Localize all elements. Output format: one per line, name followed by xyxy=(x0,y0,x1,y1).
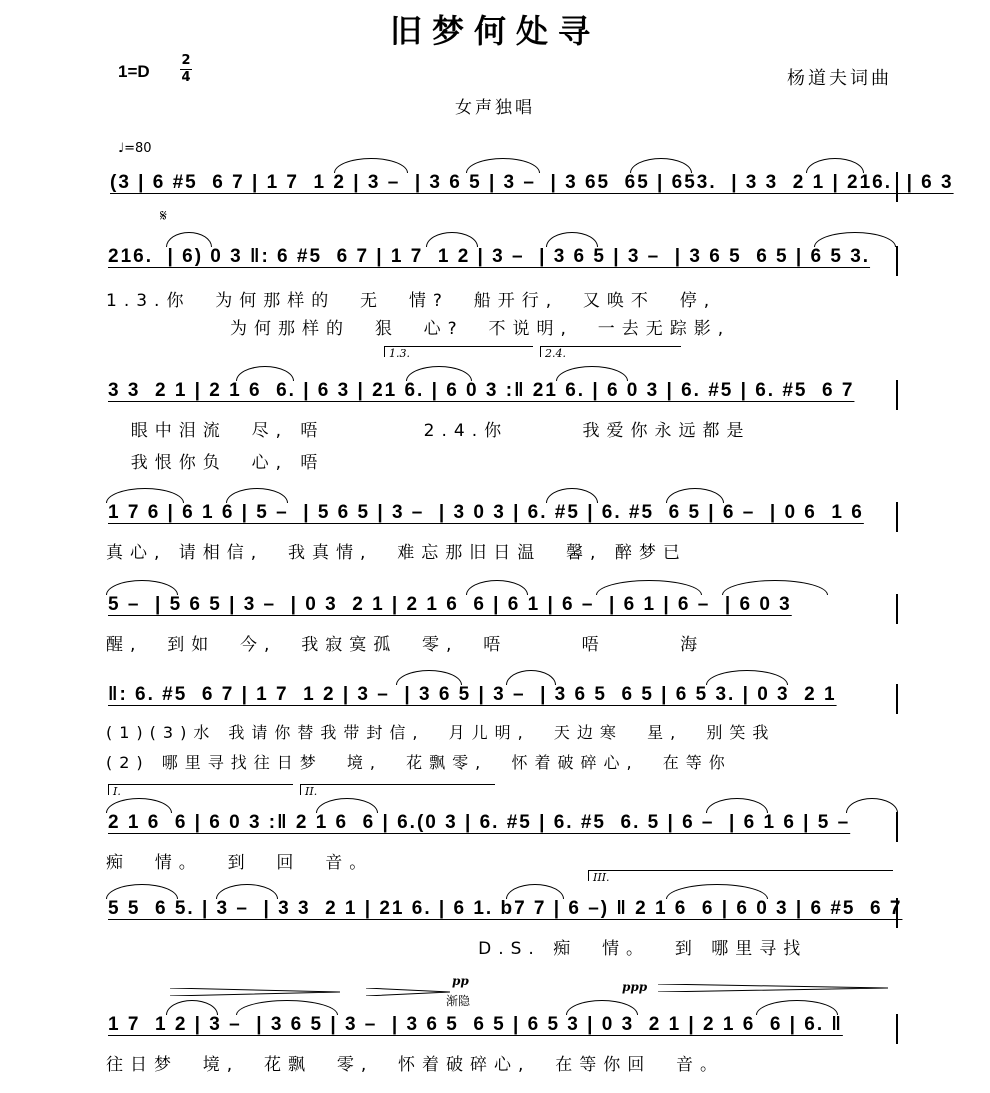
tempo-marking: ♩=80 xyxy=(118,141,152,156)
lyric-line-1: 往日梦 境, 花飘 零, 怀着破碎心, 在等你回 音。 xyxy=(106,1055,725,1075)
segno-mark: 𝄋 xyxy=(160,206,167,225)
volta-bracket-2: 2.4. xyxy=(540,346,681,357)
lyric-line-2: 我恨你负 心, 唔 xyxy=(106,453,325,473)
lyric-line-2: 为何那样的 狠 心? 不说明, 一去无踪影, xyxy=(106,319,731,339)
key-signature: 1=D xyxy=(118,62,150,81)
notation-line xyxy=(106,594,898,624)
decrescendo-hairpin xyxy=(170,988,340,996)
notation-text: 2 1 6 6 | 6 0 3 :‖ 2 1 6 6 | 6.(0 3 | 6. #5 | 6. #5 6. 5 | 6 – | 6 1 6 | 5 – xyxy=(108,812,851,833)
notation-text: 5 5 6 5. | 3 – | 3 3 2 1 | 21 6. | 6 1. b7 7 | 6 –) ‖ 2 1 6 6 | 6 0 3 | 6 #5 6 7 xyxy=(108,898,903,919)
ending-bracket-1: I. xyxy=(108,784,293,795)
notation-line xyxy=(106,502,898,532)
credit: 杨道夫词曲 xyxy=(787,68,892,89)
lyric-line-1: 眼中泪流 尽, 唔 2.4.你 我爱你永远都是 xyxy=(106,421,751,441)
notation-text: 1 7 1 2 | 3 – | 3 6 5 | 3 – | 3 6 5 6 5 | 6 5 3 | 0 3 2 1 | 2 1 6 6 | 6. ‖ xyxy=(108,1014,843,1035)
song-title: 旧梦何处寻 xyxy=(389,12,600,50)
notation-text: ‖: 6. #5 6 7 | 1 7 1 2 | 3 – | 3 6 5 | 3 – | 3 6 5 6 5 | 6 5 3. | 0 3 2 1 xyxy=(108,684,837,705)
ending-bracket-2: II. xyxy=(300,784,495,795)
notation-line xyxy=(106,812,898,842)
lyric-line-2: (2) 哪里寻找往日梦 境, 花飘零, 怀着破碎心, 在等你 xyxy=(106,753,732,772)
notation-text: 5 – | 5 6 5 | 3 – | 0 3 2 1 | 2 1 6 6 | 6 1 | 6 – | 6 1 | 6 – | 6 0 3 xyxy=(108,594,792,615)
notation-text: 3 3 2 1 | 2 1 6 6. | 6 3 | 21 6. | 6 0 3 :‖ 21 6. | 6 0 3 | 6. #5 | 6. #5 6 7 xyxy=(108,380,855,401)
lyric-line-1: 1.3.你 为何那样的 无 情? 船开行, 又唤不 停, xyxy=(106,291,717,311)
notation-line xyxy=(106,684,898,714)
time-top: 2 xyxy=(181,53,191,68)
fade-out-mark: 渐隐 xyxy=(446,994,471,1008)
notation-text: (3 | 6 #5 6 7 | 1 7 1 2 | 3 – | 3 6 5 | 3 – | 3 65 65 | 653. | 3 3 2 1 | 216. | 6 3 xyxy=(110,172,954,193)
dynamic-pp: pp xyxy=(452,974,469,988)
notation-line xyxy=(106,898,903,928)
time-signature xyxy=(180,54,192,85)
decrescendo-hairpin xyxy=(366,988,450,996)
lyric-line-1: (1)(3)水 我请你替我带封信, 月儿明, 天边寒 星, 别笑我 xyxy=(106,723,776,742)
lyric-line-1: 真心, 请相信, 我真情, 难忘那旧日温 馨, 醉梦已 xyxy=(106,543,687,563)
notation-line xyxy=(106,1014,898,1044)
time-bottom: 4 xyxy=(181,70,191,85)
volta-bracket-1: 1.3. xyxy=(384,346,533,357)
ending-bracket-3: III. xyxy=(588,870,893,881)
notation-line xyxy=(106,172,954,202)
decrescendo-hairpin xyxy=(658,984,888,992)
notation-line xyxy=(106,380,898,410)
notation-text: 1 7 6 | 6 1 6 | 5 – | 5 6 5 | 3 – | 3 0 3 | 6. #5 | 6. #5 6 5 | 6 – | 0 6 1 6 xyxy=(108,502,864,523)
notation-text: 216. | 6) 0 3 ‖: 6 #5 6 7 | 1 7 1 2 | 3 – | 3 6 5 | 3 – | 3 6 5 6 5 | 6 5 3. xyxy=(108,246,871,267)
dynamic-ppp: ppp xyxy=(622,980,648,994)
lyric-line-1: 痴 情。 到 回 音。 xyxy=(106,853,374,873)
lyric-line-1: 醒, 到如 今, 我寂寞孤 零, 唔 唔 海 xyxy=(106,635,705,655)
lyric-line-1: D.S. 痴 情。 到 哪里寻找 xyxy=(106,939,808,959)
notation-line xyxy=(106,246,898,276)
subtitle: 女声独唱 xyxy=(455,98,535,118)
